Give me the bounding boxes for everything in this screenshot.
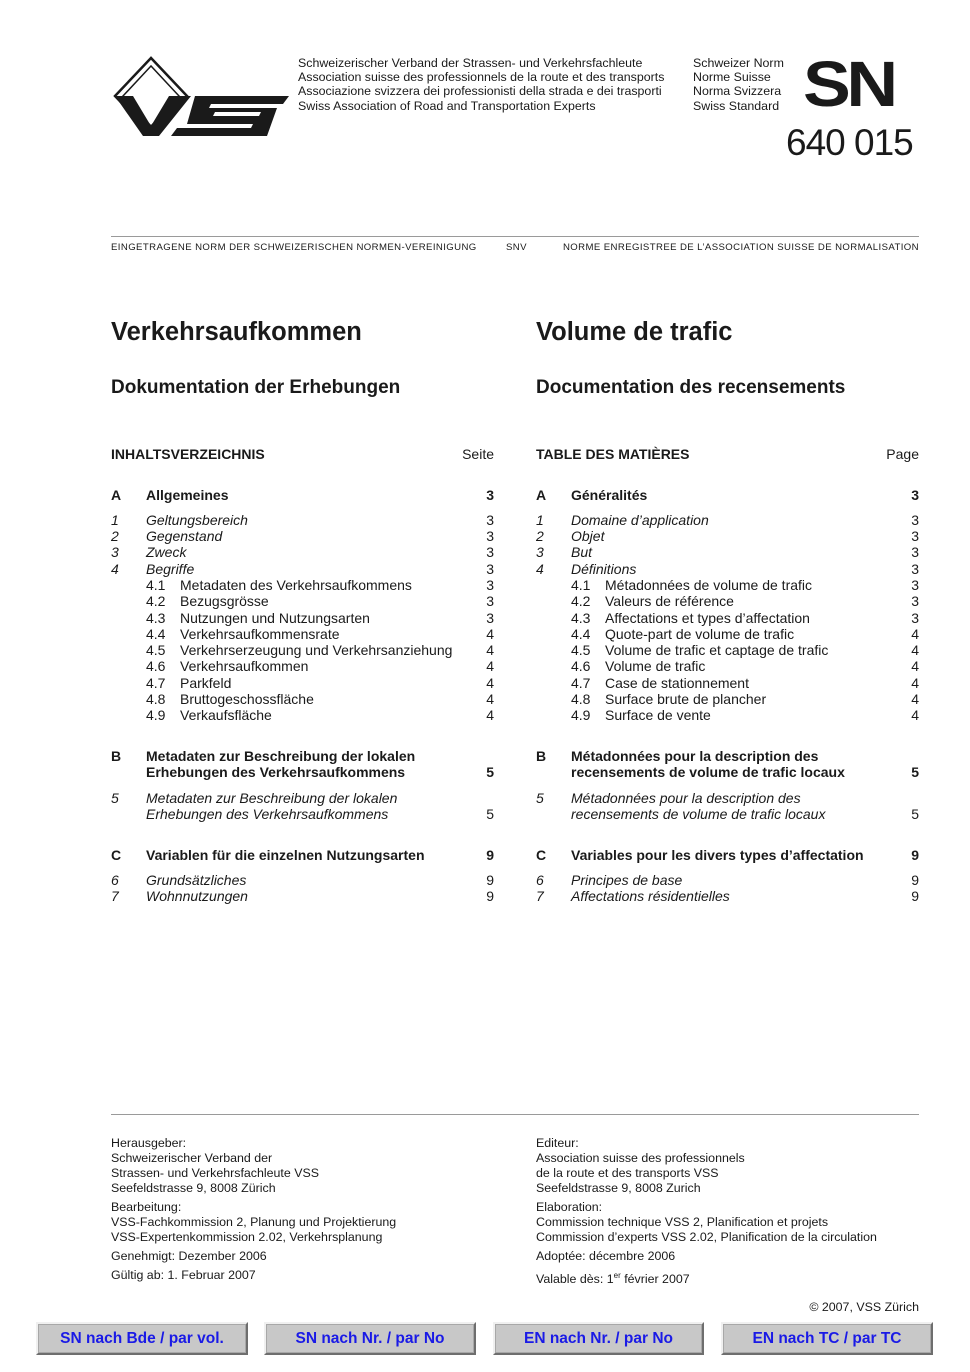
toc-subitem[interactable]: 4.3 Affectations et types d’affectation 3 [571,609,919,626]
publisher-line: Schweizerischer Verband der [111,1151,273,1165]
subtitle-de: Dokumentation der Erhebungen [111,377,401,398]
valid-date: Valable dès: 1er février 2007 [536,1271,690,1287]
divider [111,1114,919,1115]
toc-subitem[interactable]: 4.1 Metadaten des Verkehrsaufkommens 3 [146,576,494,593]
norm-type-names [693,56,784,113]
title-fr: Volume de trafic [536,318,733,346]
divider [111,236,919,237]
publisher-line: Seefeldstrasse 9, 8008 Zurich [536,1181,701,1195]
title-de: Verkehrsaufkommen [111,318,362,346]
toc-item[interactable]: 6 Principes de base 9 [536,872,919,889]
toc-item[interactable]: 5 Metadaten zur Beschreibung der lokalen Erhebungen des Verkehrsaufkommens 5 [111,789,494,823]
toc-subitem[interactable]: 4.2 Valeurs de référence 3 [571,593,919,610]
footer-de [111,1136,396,1287]
approved-date: Adoptée: décembre 2006 [536,1249,676,1263]
norm-line: Norma Svizzera [693,84,782,99]
org-line: Swiss Association of Road and Transportation Experts [298,98,596,113]
toc-page-label: Seite [462,446,494,462]
toc-subitem[interactable]: 4.7 Parkfeld 4 [146,674,494,691]
registration-snv: SNV [506,242,527,253]
toc-fr [536,446,919,905]
toc-subitem[interactable]: 4.8 Surface brute de plancher 4 [571,691,919,708]
toc-section[interactable]: B Métadonnées pour la description des recensements de volume de trafic locaux 5 [536,748,919,781]
toc-subitem[interactable]: 4.9 Surface de vente 4 [571,707,919,724]
toc-section[interactable]: A Allgemeines 3 [111,486,494,503]
toc-subitem[interactable]: 4.4 Verkehrsaufkommensrate 4 [146,625,494,642]
toc-subitem[interactable]: 4.7 Case de stationnement 4 [571,674,919,691]
publisher-label: Herausgeber: [111,1136,187,1150]
toc-subitem[interactable]: 4.5 Verkehrserzeugung und Verkehrsanziehung 4 [146,642,494,659]
toc-title: INHALTSVERZEICHNIS [111,446,265,462]
toc-section[interactable]: C Variables pour les divers types d’affectation 9 [536,846,919,863]
sn-logo: SN [803,48,894,120]
en-by-tc-button[interactable]: EN nach TC / par TC [721,1322,933,1355]
toc-de [111,446,494,905]
toc-subitem[interactable]: 4.1 Métadonnées de volume de trafic 3 [571,576,919,593]
prep-line: Commission d’experts VSS 2.02, Planification de la circulation [536,1230,877,1244]
toc-title: TABLE DES MATIÈRES [536,446,690,462]
publisher-line: Strassen- und Verkehrsfachleute VSS [111,1166,320,1180]
prep-label: Bearbeitung: [111,1200,182,1214]
norm-number: 640 015 [786,122,913,163]
toc-subitem[interactable]: 4.4 Quote-part de volume de trafic 4 [571,625,919,642]
toc-section[interactable]: B Metadaten zur Beschreibung der lokalen Erhebungen des Verkehrsaufkommens 5 [111,748,494,781]
toc-item[interactable]: 7 Affectations résidentielles 9 [536,888,919,905]
toc-subitem[interactable]: 4.5 Volume de trafic et captage de trafic 4 [571,642,919,659]
org-line: Schweizerischer Verband der Strassen- und Verkehrsfachleute [298,56,643,70]
toc-subitem[interactable]: 4.6 Verkehrsaufkommen 4 [146,658,494,675]
toc-section[interactable]: C Variablen für die einzelnen Nutzungsarten 9 [111,846,494,863]
footer-fr [536,1136,877,1291]
prep-line: Commission technique VSS 2, Planification et projets [536,1215,829,1229]
toc-subitem[interactable]: 4.6 Volume de trafic 4 [571,658,919,675]
en-by-number-button[interactable]: EN nach Nr. / par No [493,1322,704,1355]
sn-by-number-button[interactable]: SN nach Nr. / par No [264,1322,476,1355]
vss-logo [111,56,291,140]
registration-de: EINGETRAGENE NORM DER SCHWEIZERISCHEN NORMEN-VEREINIGUNG [111,242,477,253]
toc-item[interactable]: 6 Grundsätzliches 9 [111,872,494,889]
toc-item[interactable]: 4 Définitions 3 [536,560,919,577]
toc-page-label: Page [886,446,919,462]
toc-item[interactable]: 2 Gegenstand 3 [111,528,494,545]
toc-item[interactable]: 5 Métadonnées pour la description des recensements de volume de trafic locaux 5 [536,789,919,823]
publisher-line: de la route et des transports VSS [536,1166,719,1180]
toc-subitem[interactable]: 4.2 Bezugsgrösse 3 [146,593,494,610]
norm-line: Norme Suisse [693,70,771,85]
norm-line: Schweizer Norm [693,56,784,70]
prep-label: Elaboration: [536,1200,603,1214]
subtitle-fr: Documentation des recensements [536,377,846,398]
publisher-line: Association suisse des professionnels [536,1151,745,1165]
copyright: © 2007, VSS Zürich [809,1300,919,1314]
approved-date: Genehmigt: Dezember 2006 [111,1249,267,1263]
norm-line: Swiss Standard [693,98,780,113]
toc-item[interactable]: 2 Objet 3 [536,528,919,545]
prep-line: VSS-Fachkommission 2, Planung und Projektierung [111,1215,397,1229]
organisation-names [298,56,664,113]
toc-item[interactable]: 3 But 3 [536,544,919,561]
org-line: Associazione svizzera dei professionisti della strada e dei trasporti [298,84,662,99]
publisher-label: Editeur: [536,1136,579,1150]
registration-fr: NORME ENREGISTREE DE L’ASSOCIATION SUISSE DE NORMALISATION [562,242,919,253]
toc-section[interactable]: A Généralités 3 [536,486,919,503]
sn-by-volume-button[interactable]: SN nach Bde / par vol. [36,1322,248,1355]
toc-subitem[interactable]: 4.8 Bruttogeschossfläche 4 [146,691,494,708]
toc-item[interactable]: 7 Wohnnutzungen 9 [111,888,494,905]
publisher-line: Seefeldstrasse 9, 8008 Zürich [111,1181,276,1195]
toc-subitem[interactable]: 4.3 Nutzungen und Nutzungsarten 3 [146,609,494,626]
toc-subitem[interactable]: 4.9 Verkaufsfläche 4 [146,707,494,724]
toc-item[interactable]: 1 Geltungsbereich 3 [111,511,494,528]
prep-line: VSS-Expertenkommission 2.02, Verkehrsplanung [111,1230,383,1244]
toc-item[interactable]: 4 Begriffe 3 [111,560,494,577]
toc-item[interactable]: 3 Zweck 3 [111,544,494,561]
toc-item[interactable]: 1 Domaine d’application 3 [536,511,919,528]
org-line: Association suisse des professionnels de la route et des transports [298,70,665,85]
valid-date: Gültig ab: 1. Februar 2007 [111,1268,256,1282]
